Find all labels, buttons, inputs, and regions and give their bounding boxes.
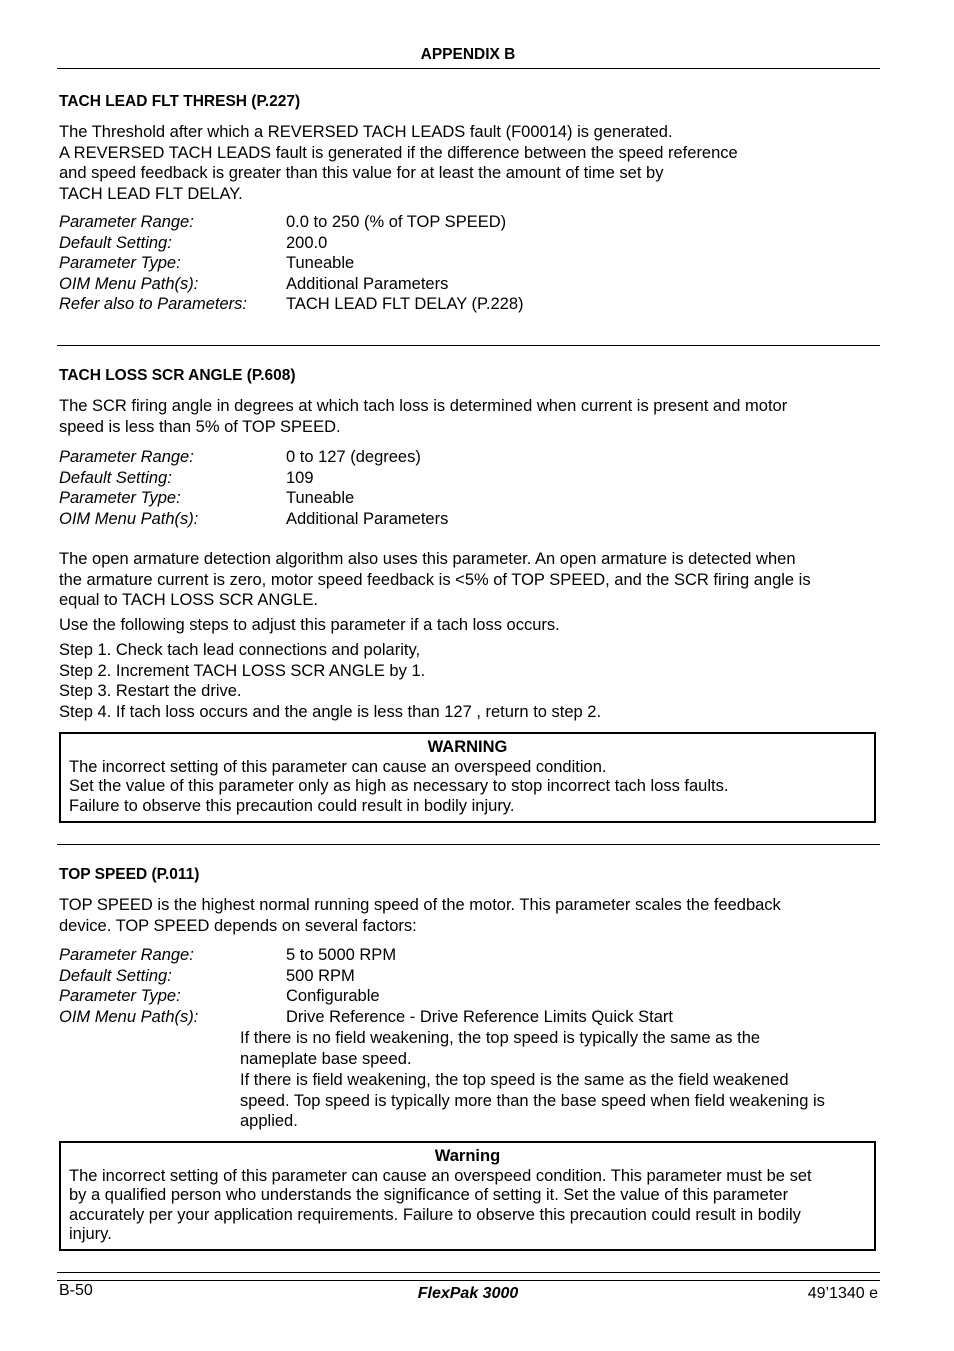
section-title-tach-lead-flt-thresh: TACH LEAD FLT THRESH (P.227) <box>59 93 301 110</box>
page-number: B-50 <box>59 1282 93 1299</box>
param-label: Refer also to Parameters: <box>59 295 247 313</box>
factor-line: If there is no field weakening, the top speed is typically the same as the <box>240 1029 761 1047</box>
warning-line: The incorrect setting of this parameter can cause an overspeed condition. <box>69 757 607 776</box>
param-value: Additional Parameters <box>286 509 449 528</box>
open-armature-note <box>59 549 879 611</box>
param-value: 0 to 127 (degrees) <box>286 448 421 466</box>
note-line: the armature current is zero, motor speed feedback is <5% of TOP SPEED, and the SCR firing angle is <box>59 570 811 589</box>
step-item: Step 3. Restart the drive. <box>59 682 242 700</box>
section-title-tach-loss-scr-angle: TACH LOSS SCR ANGLE (P.608) <box>59 367 296 384</box>
param-row <box>59 212 524 233</box>
param-row <box>59 468 448 489</box>
param-value: 0.0 to 250 (% of TOP SPEED) <box>286 213 507 231</box>
note-line: The open armature detection algorithm also uses this parameter. An open armature is detected when <box>59 550 796 568</box>
note-line: equal to TACH LOSS SCR ANGLE. <box>59 591 318 609</box>
step-item: Step 4. If tach loss occurs and the angle is less than 127 , return to step 2. <box>59 702 602 721</box>
param-label: OIM Menu Path(s): <box>59 1007 199 1026</box>
param-row <box>59 1007 673 1028</box>
description-line: speed is less than 5% of TOP SPEED. <box>59 417 341 436</box>
param-value: 5 to 5000 RPM <box>286 946 397 964</box>
param-row <box>59 966 673 987</box>
header-rule <box>57 68 880 69</box>
steps-list <box>59 640 879 722</box>
footer-rule <box>57 1280 880 1281</box>
description-line: device. TOP SPEED depends on several factors: <box>59 916 417 935</box>
factor-line: applied. <box>240 1112 298 1130</box>
param-value: TACH LEAD FLT DELAY (P.228) <box>286 295 524 313</box>
param-row <box>59 233 524 254</box>
top-speed-factor-1 <box>240 1028 880 1069</box>
warning-box <box>59 732 876 823</box>
param-label: Parameter Range: <box>59 448 194 466</box>
param-label: Default Setting: <box>59 233 172 252</box>
param-label: Parameter Type: <box>59 489 181 507</box>
param-label: OIM Menu Path(s): <box>59 274 199 293</box>
param-label: Default Setting: <box>59 468 172 487</box>
param-value: Additional Parameters <box>286 274 449 293</box>
section-title-top-speed: TOP SPEED (P.011) <box>59 866 200 883</box>
parameter-table <box>59 447 448 529</box>
description-line: and speed feedback is greater than this value for at least the amount of time set by <box>59 164 664 182</box>
section-divider <box>57 345 880 346</box>
section-divider <box>57 844 880 845</box>
parameter-table <box>59 212 524 315</box>
param-label: Parameter Type: <box>59 987 181 1005</box>
warning-line: accurately per your application requirements. Failure to observe this precaution could result in bodily <box>69 1205 801 1224</box>
factor-line: If there is field weakening, the top speed is the same as the field weakened <box>240 1071 789 1089</box>
warning-line: by a qualified person who understands the significance of setting it. Set the value of this parameter <box>69 1186 789 1204</box>
footer-rule <box>57 1272 880 1273</box>
param-value: Drive Reference - Drive Reference Limits Quick Start <box>286 1007 673 1026</box>
param-label: Parameter Type: <box>59 254 181 272</box>
description-line: The SCR firing angle in degrees at which tach loss is determined when current is present and motor <box>59 397 788 415</box>
param-row <box>59 986 673 1007</box>
factor-line: speed. Top speed is typically more than the base speed when field weakening is <box>240 1091 825 1110</box>
step-item: Step 1. Check tach lead connections and polarity, <box>59 641 421 659</box>
top-speed-factor-2 <box>240 1070 880 1132</box>
steps-intro: Use the following steps to adjust this parameter if a tach loss occurs. <box>59 616 560 634</box>
warning-line: Set the value of this parameter only as high as necessary to stop incorrect tach loss faults. <box>69 777 729 795</box>
param-row <box>59 294 524 315</box>
param-row <box>59 447 448 468</box>
warning-title: WARNING <box>427 738 508 756</box>
product-name: FlexPak 3000 <box>417 1285 519 1302</box>
param-label: Parameter Range: <box>59 946 194 964</box>
param-row <box>59 488 448 509</box>
description-line: A REVERSED TACH LEADS fault is generated if the difference between the speed reference <box>59 143 738 162</box>
section-description <box>59 396 879 437</box>
param-row <box>59 945 673 966</box>
step-item: Step 2. Increment TACH LOSS SCR ANGLE by 1. <box>59 661 426 680</box>
warning-title: Warning <box>434 1147 501 1165</box>
param-value: 109 <box>286 468 314 487</box>
param-value: Tuneable <box>286 489 355 507</box>
param-value: 500 RPM <box>286 966 355 985</box>
section-description <box>59 122 879 204</box>
warning-line: injury. <box>69 1225 112 1243</box>
param-value: 200.0 <box>286 233 328 252</box>
warning-box <box>59 1141 876 1251</box>
param-label: OIM Menu Path(s): <box>59 509 199 528</box>
param-row <box>59 253 524 274</box>
description-line: The Threshold after which a REVERSED TACH LEADS fault (F00014) is generated. <box>59 123 673 141</box>
param-label: Default Setting: <box>59 966 172 985</box>
param-row <box>59 274 524 295</box>
param-row <box>59 509 448 530</box>
param-label: Parameter Range: <box>59 213 194 231</box>
parameter-table <box>59 945 673 1027</box>
warning-line: Failure to observe this precaution could result in bodily injury. <box>69 796 515 815</box>
section-description <box>59 895 879 936</box>
appendix-header: APPENDIX B <box>420 46 516 63</box>
factor-line: nameplate base speed. <box>240 1049 412 1068</box>
document-number: 49’1340 e <box>807 1285 878 1302</box>
description-line: TACH LEAD FLT DELAY. <box>59 184 243 203</box>
param-value: Tuneable <box>286 254 355 272</box>
description-line: TOP SPEED is the highest normal running speed of the motor. This parameter scales the feedback <box>59 896 781 914</box>
warning-line: The incorrect setting of this parameter can cause an overspeed condition. This parameter must be set <box>69 1166 812 1185</box>
param-value: Configurable <box>286 987 380 1005</box>
